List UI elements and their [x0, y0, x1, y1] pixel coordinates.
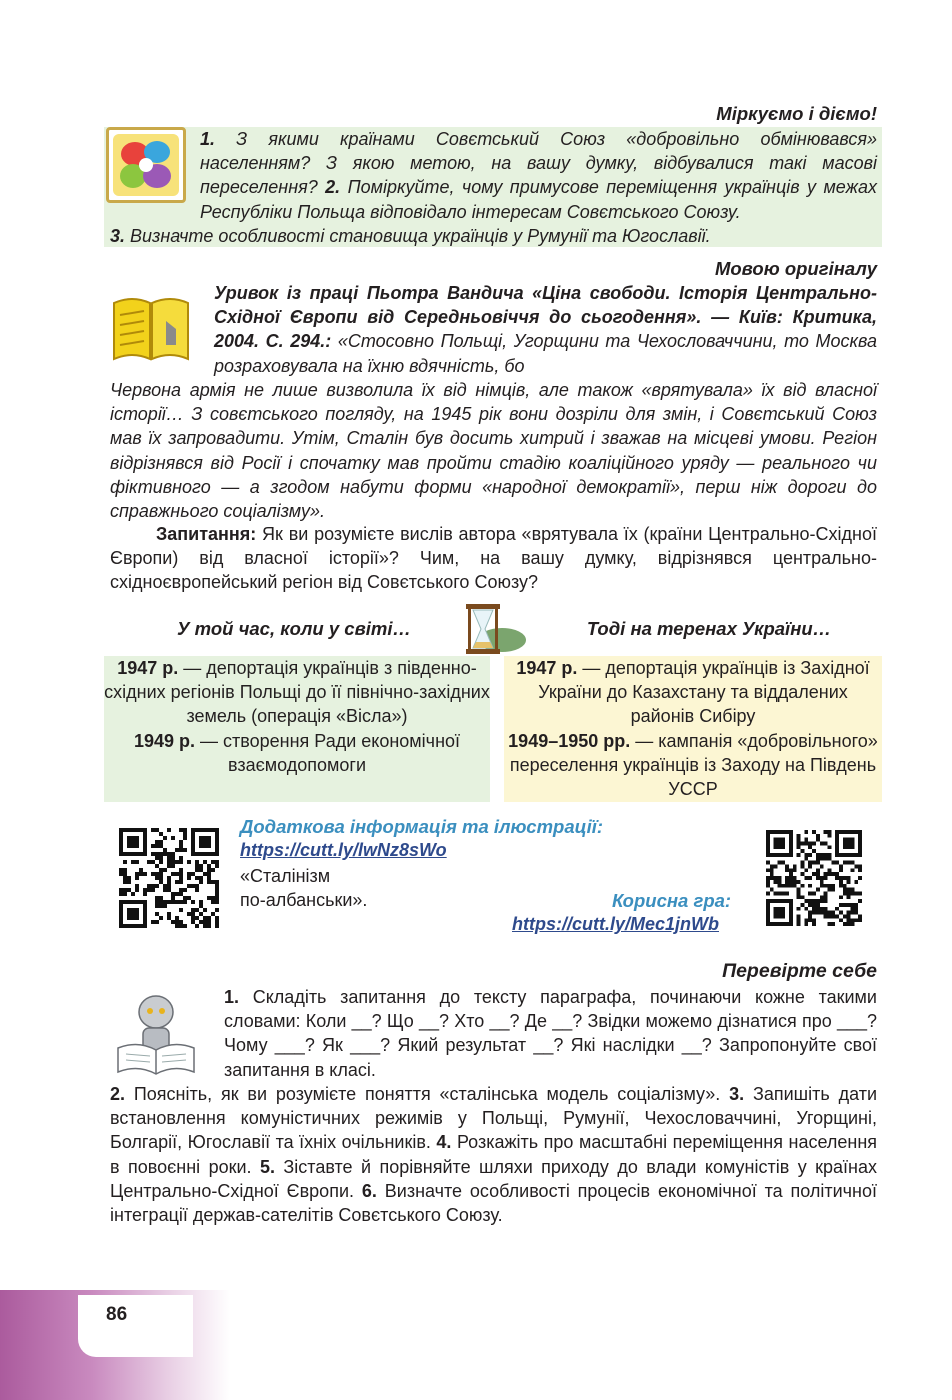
- extra-info-title: Додаткова інформація та ілюстрації:: [240, 816, 604, 837]
- hourglass-icon: [452, 602, 528, 656]
- hands-icon: [106, 127, 186, 203]
- check-q1-number: 1.: [224, 987, 240, 1007]
- check-q6-text: Визначте особливості процесів економічної та політичної інтеграції держав-сателітів Совєтського Союзу.: [110, 1180, 878, 1226]
- question-label: Запитання:: [156, 524, 257, 544]
- check-q1-text: Складіть запитання до тексту параграфа, починаючи кожне такими словами: Коли __? Що __? Хто __? Де __? Звідки можемо дізнатися про ___? Чому ___? Як ___? Який результат __? Які наслідки __? Запропонуйте свої запитання в класі.: [224, 987, 877, 1080]
- original-quote-part2: Червона армія не лише визволила їх від німців, але також «врятувала» їх від власної історії… З совєтського погляду, на 1945 рік вони дозріли для змін, і Совєтський Союз мав їх запровадити. Утім, Сталін був досить хитрий і зважав на місцеві умови. Регіон відрізнявся від Росії і спочатку мав пройти стадію коаліційного уряду — реального чи фіктивного — а згодом набути форми «народної демократії», перш ніж дороги до справжнього соціалізму».: [110, 380, 877, 522]
- ukraine-year-1947: 1947 р.: [516, 658, 578, 678]
- qr-code-icon[interactable]: [766, 830, 862, 926]
- timeline-world-events: [104, 656, 490, 777]
- check-heading: Перевірте себе: [722, 960, 877, 982]
- think-q2-number: 2.: [325, 177, 341, 198]
- world-year-1947: 1947 р.: [117, 658, 179, 678]
- think-questions: [200, 127, 877, 224]
- extra-desc-line1: «Сталінізм: [240, 866, 331, 886]
- timeline-ukraine-events: [504, 656, 882, 801]
- original-source: Уривок із праці Пьотра Вандича «Ціна свободи. Історія Центрально-Східної Європи від Середньовіччя до сьогодення». — Київ: Критика, 2004. С. 294.:: [214, 283, 877, 352]
- timeline-ukraine-heading: Тоді на теренах України…: [586, 618, 832, 639]
- extra-desc-line2: по-албанськи».: [240, 890, 368, 911]
- think-q1-number: 1.: [200, 129, 216, 149]
- original-source-and-quote-start: [214, 281, 877, 378]
- useful-game-link[interactable]: https://cutt.ly/Mec1jnWb: [512, 914, 719, 934]
- original-heading: Мовою оригіналу: [714, 258, 877, 279]
- check-q3-text: Запишіть дати встановлення комуністичних режимів у Польщі, Румунії, Чехословаччині, Угорщині, Болгарії, Югославії та їхніх очільників.: [110, 1084, 877, 1153]
- ukraine-years-1949-1950: 1949–1950 рр.: [508, 730, 631, 751]
- extra-info-description: [240, 864, 367, 912]
- check-question-1: [224, 985, 877, 1082]
- useful-game-title: Корисна гра:: [612, 890, 732, 911]
- think-q3-text: Визначте особливості становища українців у Румунії та Югославії.: [125, 226, 711, 246]
- think-q3-number: 3.: [110, 226, 126, 246]
- check-q5-text: Зіставте й порівняйте шляхи приходу до влади комуністів у країнах Центрально-Східної Європи.: [110, 1156, 877, 1201]
- check-q2-number: 2.: [110, 1084, 126, 1104]
- check-q2-text: Поясніть, як ви розумієте поняття «сталінська модель соціалізму».: [125, 1084, 730, 1104]
- world-year-1949: 1949 р.: [133, 730, 196, 751]
- ukraine-event-1947: [504, 656, 882, 729]
- check-q4-text: Розкажіть про масштабні переміщення населення в повоєнні роки.: [110, 1132, 878, 1177]
- ukraine-event-1947-text: — депортація українців із Західної України до Казахстану та віддалених районів Сибіру: [538, 658, 870, 727]
- timeline-world-heading: У той час, коли у світі…: [176, 618, 411, 639]
- world-event-1947-text: — депортація українців з південно-східних регіонів Польщі до її північно-західних земель (операція «Вісла»): [104, 658, 490, 727]
- original-question: [110, 522, 877, 595]
- check-q4-number: 4.: [436, 1132, 452, 1153]
- ukraine-event-1949-1950-text: — кампанія «добровільного» переселення українців із Заходу на Південь УССР: [509, 730, 878, 800]
- check-q5-number: 5.: [259, 1156, 275, 1177]
- question-text: Як ви розумієте вислів автора «врятувала їх (країни Центрально-Східної Європи) від власної історії»? Чим, на вашу думку, відрізнявся центрально-східноєвропейський регіон від Совєтського Союзу?: [110, 524, 877, 593]
- think-heading: Міркуємо і діємо!: [716, 103, 877, 124]
- page-number: 86: [106, 1304, 128, 1325]
- qr-code-icon[interactable]: [119, 828, 219, 928]
- ukraine-event-1949-1950: [504, 729, 882, 802]
- think-q2-text: Поміркуйте, чому примусове переміщення українців у межах Республіки Польща відповідало інтересам Совєтського Союзу.: [200, 177, 877, 222]
- page-number-tab: [78, 1295, 193, 1357]
- think-q1-text: З якими країнами Совєтський Союз «добровільно обмінювався» населенням? З якою метою, на вашу думку, відбувалися такі масові переселення?: [200, 129, 877, 198]
- original-quote-part1: «Стосовно Польщі, Угорщини та Чехословаччини, то Москва розраховувала на їхню вдячність, бо: [214, 331, 877, 376]
- world-event-1949: [104, 729, 490, 777]
- extra-info-link[interactable]: https://cutt.ly/lwNz8sWo: [240, 840, 447, 860]
- think-question-3: [110, 224, 877, 248]
- robot-reading-icon: [110, 990, 202, 1080]
- book-icon: [110, 293, 192, 365]
- world-event-1947: [104, 656, 490, 729]
- check-q6-number: 6.: [361, 1180, 377, 1201]
- check-q3-number: 3.: [729, 1084, 745, 1104]
- check-questions-2-6: [110, 1082, 877, 1227]
- world-event-1949-text: — створення Ради економічної взаємодопомоги: [195, 730, 461, 775]
